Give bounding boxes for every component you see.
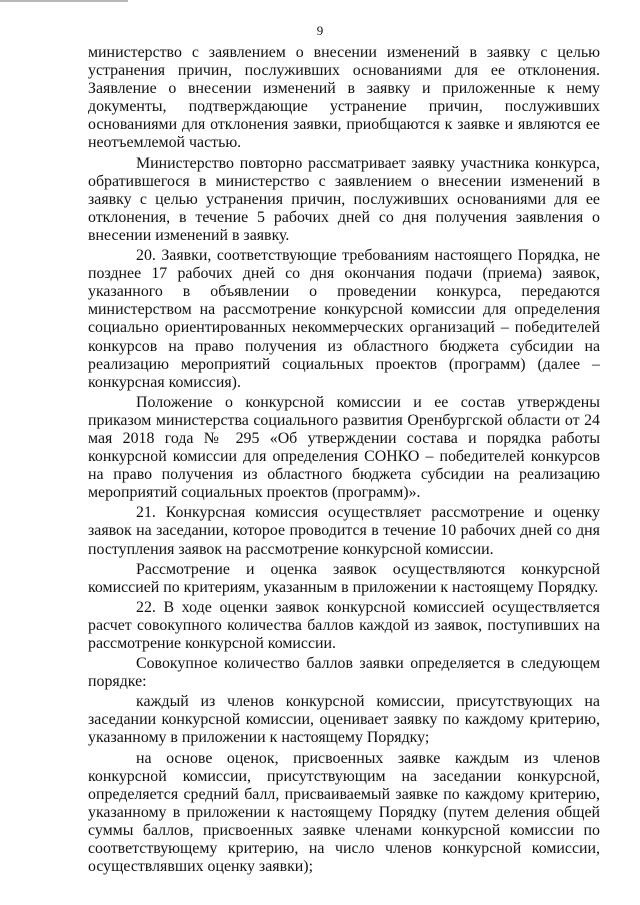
list-item: на основе оценок, присвоенных заявке каждым из членов конкурсной комиссии, присутствующим на заседании конкурсной, определяется средний балл, присваиваемый заявке по каждому критерию, указанному в приложении к настоящему Порядку (путем деления общей суммы баллов, присвоенных заявке членами конкурсной комиссии по соответствующему критерию, на число членов конкурсной комиссии, осуществлявших оценку заявки); <box>88 749 600 876</box>
paragraph: Рассмотрение и оценка заявок осуществляются конкурсной комиссией по критериям, указанным в приложении к настоящему Порядку. <box>88 560 600 596</box>
page-number: 9 <box>316 23 324 38</box>
paragraph: 22. В ходе оценки заявок конкурсной комиссией осуществляется расчет совокупного количества баллов каждой из заявок, поступивших на рассмотрение конкурсной комиссии. <box>88 598 600 652</box>
paragraph: Министерство повторно рассматривает заявку участника конкурса, обратившегося в министерство с заявлением о внесении изменений в заявку с целью устранения причин, послуживших основаниями для ее отклонения, в течение 5 рабочих дней со дня получения заявления о внесении изменений в заявку. <box>88 154 600 244</box>
paragraph: Совокупное количество баллов заявки определяется в следующем порядке: <box>88 655 600 691</box>
document-body <box>88 44 600 878</box>
paragraph: 20. Заявки, соответствующие требованиям настоящего Порядка, не позднее 17 рабочих дней со дня окончания подачи (приема) заявок, указанного в объявлении о проведении конкурса, передаются министерством на рассмотрение конкурсной комиссии для определения социально ориентированных некоммерческих организаций – победителей конкурсов на право получения из областного бюджета субсидии на реализацию мероприятий социальных проектов (программ) (далее – конкурсная комиссия). <box>88 247 600 391</box>
paragraph: Положение о конкурсной комиссии и ее состав утверждены приказом министерства социального развития Оренбургской области от 24 мая 2018 года № 295 «Об утверждении состава и порядка работы конкурсной комиссии для определения СОНКО – победителей конкурсов на право получения из областного бюджета субсидии на реализацию мероприятий социальных проектов (программ)». <box>88 393 600 502</box>
paragraph: министерство с заявлением о внесении изменений в заявку с целью устранения причин, послуживших основаниями для ее отклонения. Заявление о внесении изменений в заявку и приложенные к нему документы, подтверждающие устранение причин, послуживших основаниями для отклонения заявки, приобщаются к заявке и являются ее неотъемлемой частью. <box>88 44 600 152</box>
paragraph: 21. Конкурсная комиссия осуществляет рассмотрение и оценку заявок на заседании, которое проводится в течение 10 рабочих дней со дня поступления заявок на рассмотрение конкурсной комиссии. <box>88 504 600 558</box>
scan-edge-line <box>0 0 128 2</box>
list-item: каждый из членов конкурсной комиссии, присутствующих на заседании конкурсной комиссии, оценивает заявку по каждому критерию, указанному в приложении к настоящему Порядку; <box>88 693 600 747</box>
